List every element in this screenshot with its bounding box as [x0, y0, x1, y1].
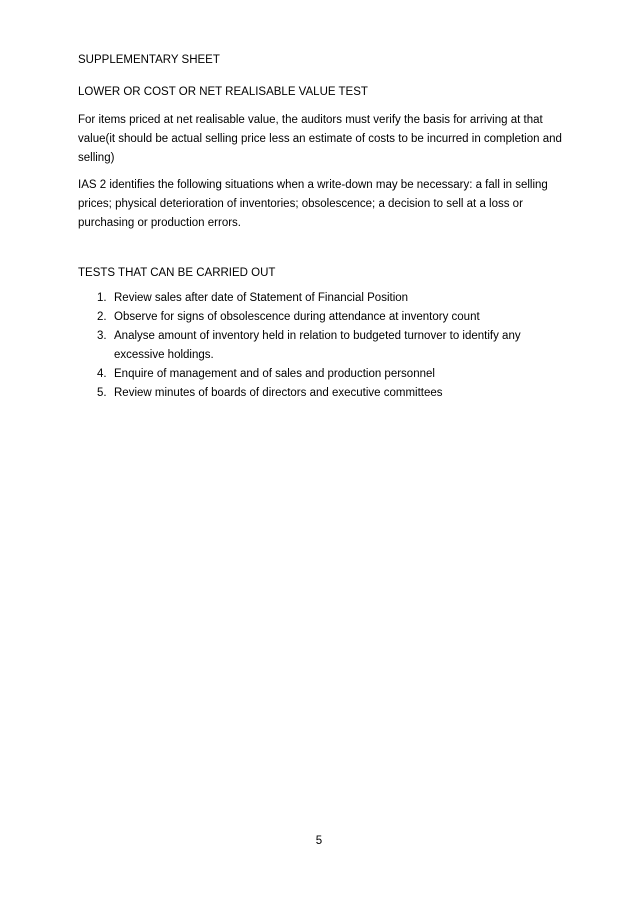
- paragraph-ias2-writedown: IAS 2 identifies the following situations when a write-down may be necessary: a fall in selling prices; physical deterioration of inventories; obsolescence; a decision to sell at a loss or purchasing or production errors.: [78, 179, 548, 229]
- list-item-text: Analyse amount of inventory held in relation to budgeted turnover to identify any excessive holdings.: [114, 330, 521, 361]
- list-item-number: 3.: [97, 330, 107, 342]
- tests-heading: TESTS THAT CAN BE CARRIED OUT: [78, 267, 276, 279]
- supplementary-heading: SUPPLEMENTARY SHEET: [78, 54, 220, 66]
- page-content: [78, 48, 568, 403]
- section-spacer: [78, 233, 568, 264]
- page-number: 5: [315, 835, 323, 847]
- list-item-number: 1.: [97, 292, 107, 304]
- list-item: [78, 384, 568, 403]
- list-item: [78, 308, 568, 327]
- list-item: [78, 327, 568, 365]
- tests-list: [78, 289, 568, 403]
- list-item-number: 2.: [97, 311, 107, 323]
- list-item-text: Enquire of management and of sales and production personnel: [114, 368, 435, 380]
- paragraph-nrv-basis: For items priced at net realisable value, the auditors must verify the basis for arriving at that value(it should be actual selling price less an estimate of costs to be incurred in completion and selling): [78, 114, 562, 164]
- list-item-text: Review minutes of boards of directors and executive committees: [114, 387, 443, 399]
- list-item-number: 4.: [97, 368, 107, 380]
- section-heading: LOWER OR COST OR NET REALISABLE VALUE TEST: [78, 86, 368, 98]
- list-item-text: Observe for signs of obsolescence during attendance at inventory count: [114, 311, 480, 323]
- list-item: [78, 365, 568, 384]
- list-item-number: 5.: [97, 387, 107, 399]
- list-item: [78, 289, 568, 308]
- list-item-text: Review sales after date of Statement of Financial Position: [114, 292, 409, 304]
